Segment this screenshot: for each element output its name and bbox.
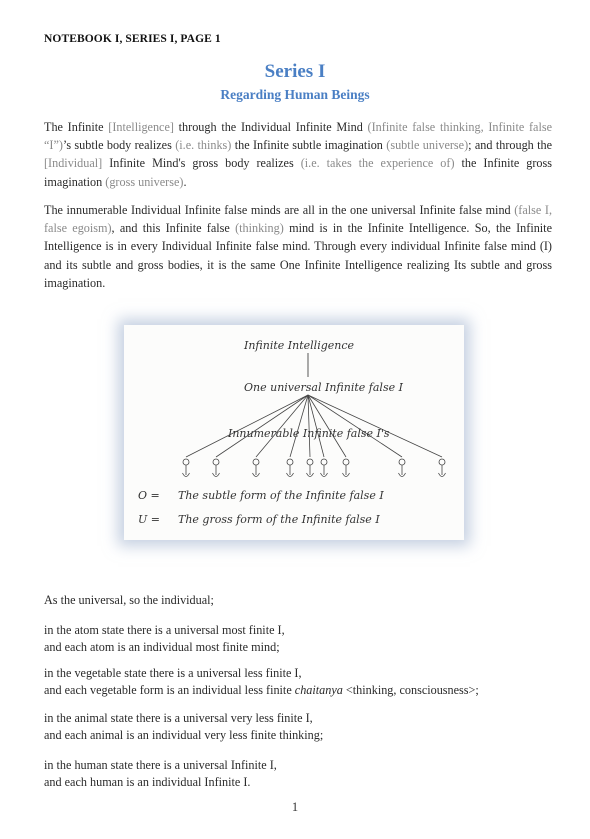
subtle-form-circle <box>399 459 405 465</box>
human-line-1: in the human state there is a universal Infinite I, <box>44 758 277 772</box>
p1-gloss: (gross universe) <box>105 174 184 189</box>
p2-gloss: (false I, false egoism) <box>44 203 553 236</box>
paragraph-1 <box>44 118 552 191</box>
animal-line-1: in the animal state there is a universal very less finite I, <box>44 711 313 725</box>
vegetable-line-2-text: and each vegetable form is an individual less finite <box>44 682 295 697</box>
pin-glyph <box>183 459 190 477</box>
diagram-branch-line <box>216 395 308 457</box>
p1-text: the Infinite subtle imagination <box>231 138 387 153</box>
p2-gloss: (thinking) <box>235 221 284 236</box>
pin-glyph <box>399 459 406 477</box>
diagram-top-label: Infinite Intelligence <box>244 339 355 352</box>
p1-gloss: (subtle universe) <box>386 138 469 153</box>
atom-stanza <box>44 622 552 655</box>
pin-glyph <box>343 459 350 477</box>
page-number: 1 <box>291 800 299 814</box>
p1-bracket: [Intelligence] <box>108 120 174 134</box>
legend-subtle-symbol: O = <box>138 489 160 502</box>
subtle-form-circle <box>307 459 313 465</box>
p1-text: through the Individual Infinite Mind <box>173 120 368 134</box>
p1-text: ; and through the <box>468 138 552 153</box>
p1-text: the Infinite gross imagination <box>44 156 552 189</box>
p2-text: mind is in the Infinite Intelligence. <box>283 221 470 236</box>
vegetable-line-1: in the vegetable state there is a universal less finite I, <box>44 666 302 680</box>
subtle-form-circle <box>253 459 259 465</box>
diagram-branch-line <box>308 395 310 457</box>
animal-stanza <box>44 710 552 743</box>
diagram-middle-label: One universal Infinite false I <box>244 381 403 394</box>
page-subtitle: Regarding Human Beings <box>220 87 370 102</box>
subtle-form-circle <box>287 459 293 465</box>
subtle-form-circle <box>183 459 189 465</box>
subtle-form-circle <box>213 459 219 465</box>
subtle-form-circle <box>343 459 349 465</box>
vegetable-line-2-gloss: <thinking, consciousness>; <box>342 682 479 697</box>
legend-subtle-text: The subtle form of the Infinite false I <box>178 489 384 502</box>
chaitanya-term: chaitanya <box>294 682 343 697</box>
diagram-branch-line <box>308 395 402 457</box>
p1-bracket: [Individual] <box>44 156 103 171</box>
p1-text: The Infinite <box>44 120 109 134</box>
pin-glyph <box>287 459 294 477</box>
human-stanza <box>44 757 552 790</box>
pin-glyph <box>307 459 314 477</box>
diagram-pins <box>183 459 446 477</box>
pin-glyph <box>321 459 328 477</box>
diagram-lower-label: Innumerable Infinite false I's <box>228 427 390 440</box>
atom-line-1: in the atom state there is a universal most finite I, <box>44 623 285 637</box>
subtle-form-circle <box>439 459 445 465</box>
legend-gross-text: The gross form of the Infinite false I <box>178 513 380 526</box>
vegetable-line-2 <box>44 682 552 699</box>
diagram-branch-line <box>308 395 346 457</box>
pin-glyph <box>439 459 446 477</box>
vegetable-stanza <box>44 665 552 698</box>
p2-text: So, the Infinite Intelligence is in every Individual Infinite false mind. Through every individual Infinite false mind (I) and its subtle and gross bodies, it is the same One Infinite Intelligence realizing Its subtle and gross imagination. <box>44 221 552 290</box>
legend-gross-symbol: U = <box>138 513 160 526</box>
intro-line: As the universal, so the individual; <box>44 593 214 607</box>
p1-text: . <box>183 174 187 189</box>
diagram-branch-line <box>308 395 442 457</box>
p1-text: ’s subtle body realizes <box>62 138 176 153</box>
animal-line-2: and each animal is an individual very less finite thinking; <box>44 727 324 742</box>
p2-text: The innumerable Individual Infinite false minds are all in the one universal Infinite false mind <box>44 203 515 217</box>
p1-gloss: (i.e. takes the experience of) <box>300 156 455 171</box>
handwritten-diagram <box>124 325 464 540</box>
running-head: NOTEBOOK I, SERIES I, PAGE 1 <box>44 33 221 45</box>
paragraph-2 <box>44 201 552 292</box>
diagram-branches <box>186 395 442 457</box>
diagram-svg <box>124 325 464 540</box>
p1-text: Infinite Mind's gross body realizes <box>102 156 301 171</box>
pin-glyph <box>213 459 220 477</box>
subtle-form-circle <box>321 459 327 465</box>
human-line-2: and each human is an individual Infinite I. <box>44 774 251 789</box>
atom-line-2: and each atom is an individual most finite mind; <box>44 639 280 654</box>
p1-gloss: (i.e. thinks) <box>175 138 232 153</box>
diagram-branch-line <box>186 395 308 457</box>
page-title: Series I <box>264 61 326 82</box>
pin-glyph <box>253 459 260 477</box>
p1-gloss: (Infinite false thinking, Infinite false “I”) <box>44 120 552 153</box>
diagram-branch-line <box>256 395 308 457</box>
p2-text: , and this Infinite false <box>111 221 236 236</box>
diagram-branch-line <box>290 395 308 457</box>
